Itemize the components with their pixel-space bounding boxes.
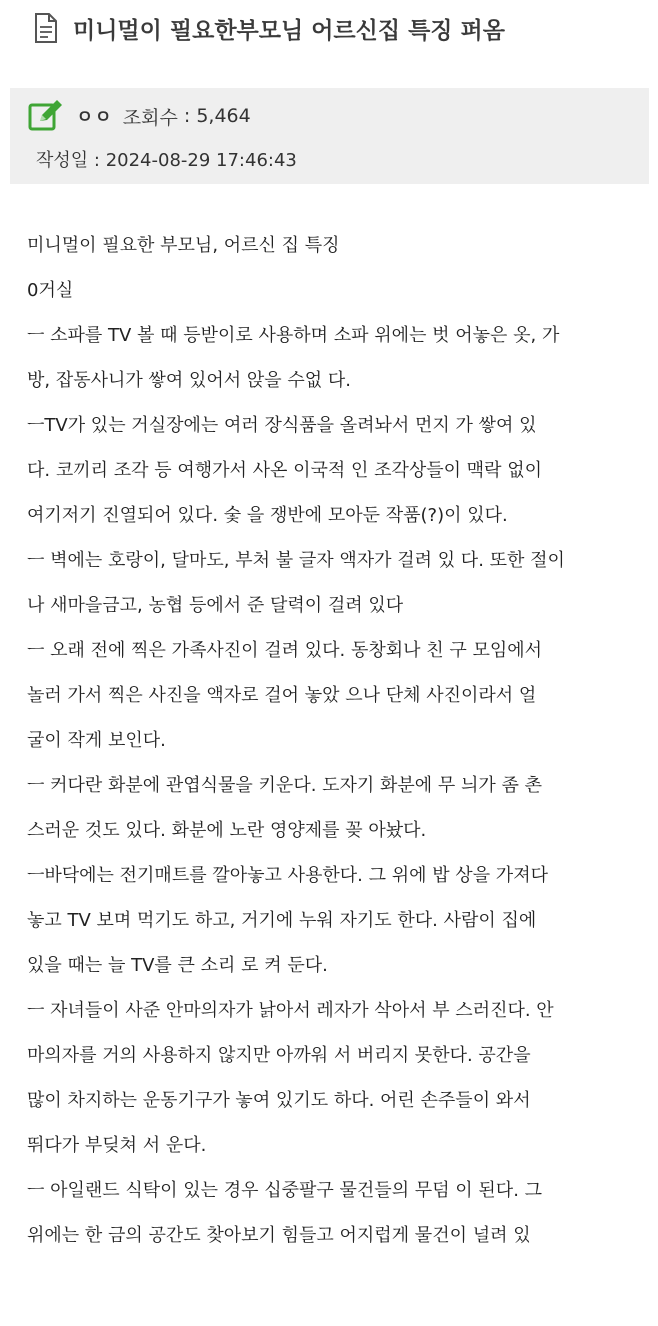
post-date: 2024-08-29 17:46:43 xyxy=(105,150,297,171)
content-line: 나 새마을금고, 농협 등에서 준 달력이 걸려 있다 xyxy=(27,595,404,616)
content-line: ㅡ 벽에는 호랑이, 달마도, 부처 불 글자 액자가 걸려 있 다. 또한 절이 xyxy=(27,550,565,571)
content-line: 0거실 xyxy=(27,280,74,301)
content-line: 스러운 것도 있다. 화분에 노란 영양제를 꽂 아놨다. xyxy=(27,820,427,841)
content-line: 많이 차지하는 운동기구가 놓여 있기도 하다. 어린 손주들이 와서 xyxy=(27,1090,531,1111)
content-line: 여기저기 진열되어 있다. 숯 을 쟁반에 모아둔 작품(?)이 있다. xyxy=(27,505,508,526)
document-icon xyxy=(33,12,59,44)
post-author[interactable]: ㅇㅇ xyxy=(76,107,113,128)
post-content xyxy=(27,223,627,1258)
post-date-row xyxy=(36,146,297,172)
content-line: 방, 잡동사니가 쌓여 있어서 앉을 수없 다. xyxy=(27,370,351,391)
post-meta-box xyxy=(10,88,649,184)
content-line: 위에는 한 금의 공간도 찾아보기 힘들고 어지럽게 물건이 널려 있 xyxy=(27,1225,531,1246)
content-line: ㅡ 오래 전에 찍은 가족사진이 걸려 있다. 동창회나 친 구 모임에서 xyxy=(27,640,543,661)
edit-icon xyxy=(28,99,64,133)
post-title-row xyxy=(33,8,505,48)
content-line: ㅡ 소파를 TV 볼 때 등받이로 사용하며 소파 위에는 벗 어놓은 옷, 가 xyxy=(27,325,560,346)
content-line: 굴이 작게 보인다. xyxy=(27,730,166,751)
date-label: 작성일 xyxy=(36,150,89,171)
post-title: 미니멀이 필요한부모님 어르신집 특징 퍼옴 xyxy=(73,17,505,44)
content-line: 미니멀이 필요한 부모님, 어르신 집 특징 xyxy=(27,235,340,256)
content-line: ㅡTV가 있는 거실장에는 여러 장식품을 올려놔서 먼지 가 쌓여 있 xyxy=(27,415,537,436)
content-line: ㅡ 커다란 화분에 관엽식물을 키운다. 도자기 화분에 무 늬가 좀 촌 xyxy=(27,775,543,796)
content-line: 다. 코끼리 조각 등 여행가서 사온 이국적 인 조각상들이 맥락 없이 xyxy=(27,460,543,481)
content-line: ㅡ바닥에는 전기매트를 깔아놓고 사용한다. 그 위에 밥 상을 가져다 xyxy=(27,865,548,886)
content-line: ㅡ 자녀들이 사준 안마의자가 낡아서 레자가 삭아서 부 스러진다. 안 xyxy=(27,1000,554,1021)
content-line: ㅡ 아일랜드 식탁이 있는 경우 십중팔구 물건들의 무덤 이 된다. 그 xyxy=(27,1180,543,1201)
content-line: 놀러 가서 찍은 사진을 액자로 걸어 놓았 으나 단체 사진이라서 얼 xyxy=(27,685,537,706)
content-line: 마의자를 거의 사용하지 않지만 아까워 서 버리지 못한다. 공간을 xyxy=(27,1045,531,1066)
date-separator: : xyxy=(88,150,106,171)
post-meta-author-row xyxy=(28,98,251,134)
content-line: 놓고 TV 보며 먹기도 하고, 거기에 누워 자기도 한다. 사람이 집에 xyxy=(27,910,537,931)
views-separator: : xyxy=(177,105,197,127)
views-count: 5,464 xyxy=(196,105,251,127)
views-label: 조회수 xyxy=(122,106,178,129)
content-line: 뛰다가 부딪쳐 서 운다. xyxy=(27,1135,207,1156)
content-line: 있을 때는 늘 TV를 큰 소리 로 켜 둔다. xyxy=(27,955,328,976)
